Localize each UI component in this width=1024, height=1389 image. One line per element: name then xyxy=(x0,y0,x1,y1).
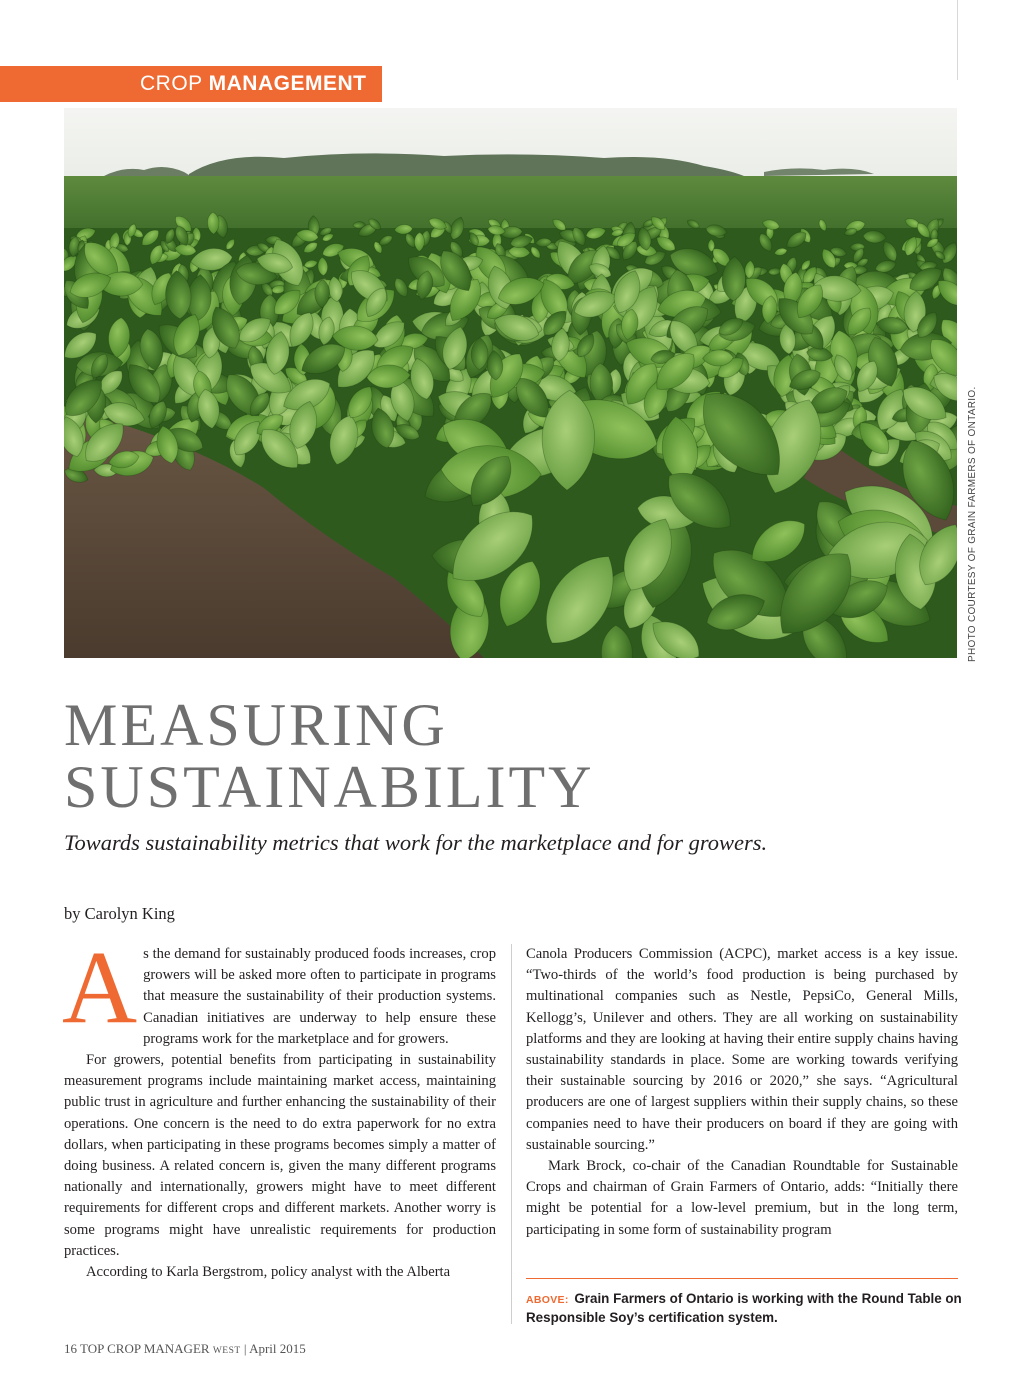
article-deck: Towards sustainability metrics that work for the marketplace and for growers. xyxy=(64,830,768,855)
article-column-right xyxy=(526,944,958,1241)
section-header xyxy=(0,66,382,102)
section-label-bold: MANAGEMENT xyxy=(208,72,367,95)
article-paragraph: According to Karla Bergstrom, policy analyst with the Alberta xyxy=(86,1264,451,1281)
photo-caption xyxy=(526,1290,966,1326)
section-label-regular: CROP xyxy=(140,72,203,95)
article-column-left xyxy=(62,930,496,1283)
article-headline xyxy=(64,694,595,818)
article-paragraph: For growers, potential benefits from participating in sustainability measurement programs include maintaining market access, maintaining public trust in agriculture and further enhancing the sustainability of their operations. One concern is the need to do extra paperwork for no extra dollars, when participating in these programs becomes simply a matter of doing business. A related concern is, given the many different programs nationally and internationally, growers might have to meet different requirements for different crops and different markets. Another worry is some programs might have unrealistic requirements for production practices. xyxy=(64,1052,496,1259)
headline-line-1: MEASURING xyxy=(64,692,448,758)
page-edge-line xyxy=(957,0,958,80)
magazine-name: TOP CROP MANAGER xyxy=(80,1341,210,1356)
caption-label: ABOVE: xyxy=(526,1294,569,1306)
footer-separator: | xyxy=(243,1341,247,1356)
photo-credit: PHOTO COURTESY OF GRAIN FARMERS OF ONTARIO. xyxy=(967,386,978,662)
drop-cap: A xyxy=(62,930,138,1045)
soybean-field-photo xyxy=(64,108,957,658)
caption-text: Grain Farmers of Ontario is working with the Round Table on Responsible Soy’s certification system. xyxy=(526,1291,962,1325)
headline-line-2: SUSTAINABILITY xyxy=(64,754,595,820)
issue-date: April 2015 xyxy=(249,1341,306,1356)
byline: by Carolyn King xyxy=(64,904,175,923)
paragraph-text: s the demand for sustainably produced foods increases, crop growers will be asked more often to participate in programs that measure the sustainability of their production systems. Canadian initiatives are underway to help ensure these programs work for the marketplace and for growers. xyxy=(143,946,496,1047)
magazine-edition: WEST xyxy=(212,1346,241,1356)
article-paragraph: Canola Producers Commission (ACPC), market access is a key issue. “Two-thirds of the world’s food production is being purchased by multinational companies such as Nestle, PepsiCo, General Mills, Kellogg’s, Unilever and others. They are all working on sustainability platforms and they are looking at having their entire supply chains having sustainability standards in place. Some are working towards verifying their sustainable sourcing by 2016 or 2020,” she says. “Agricultural producers are one of largest suppliers within their supply chains, so these companies need to have their producers on board if they are going with sustainable sourcing.” xyxy=(526,946,958,1153)
column-divider xyxy=(511,944,512,1324)
caption-rule xyxy=(526,1278,958,1279)
page-footer xyxy=(64,1341,306,1357)
page-number: 16 xyxy=(64,1341,77,1356)
article-paragraph: Mark Brock, co-chair of the Canadian Roundtable for Sustainable Crops and chairman of Grain Farmers of Ontario, adds: “Initially there might be potential for a low-level premium, but in the long term, participating in some form of sustainability program xyxy=(526,1158,958,1238)
article-paragraph xyxy=(62,930,496,1050)
